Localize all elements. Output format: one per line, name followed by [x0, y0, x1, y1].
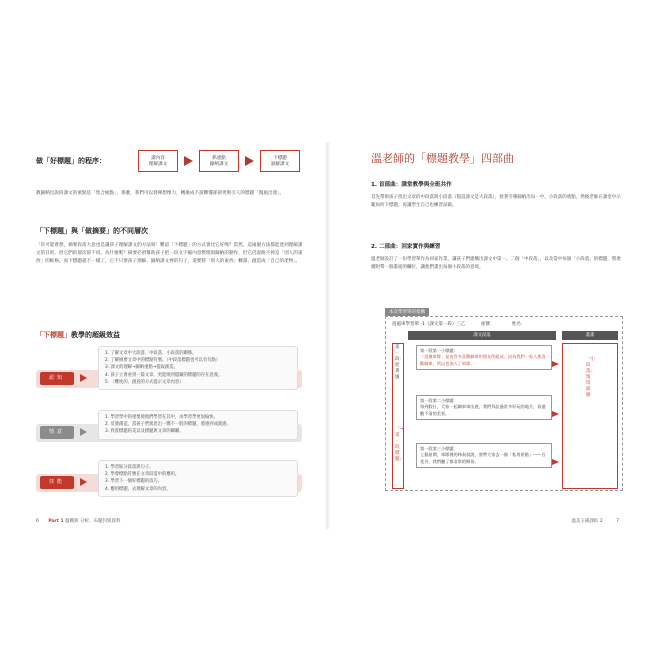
paragraph-block: 第一段第三小標題： 上個星期，車隊裡的林叔叔說，要帶大家去一個「私房景點」——百花谷，我們聽了都非常的期待。 [416, 443, 552, 468]
arrow-right-icon [80, 374, 87, 382]
worksheet-header: 逍風車學習單 -1（課文第一段）三乙 座號： 姓名： [392, 322, 526, 327]
flow-step-2: 抓重點 歸納課文 [199, 150, 239, 172]
benefit-list [98, 460, 298, 497]
list-item: 3. 課文的理解→歸納重點→提取創造。 [105, 365, 178, 371]
step2-title: 2. 二部曲：回家實作與練習 [371, 244, 441, 250]
benefit-skill [36, 460, 302, 520]
book-gutter [325, 142, 330, 529]
left-footer [36, 518, 120, 524]
benefit-list [98, 346, 298, 390]
column-header-draw: 畫畫 [562, 331, 618, 340]
list-item: 4. 應用標題，去理解文章的內容。 [105, 486, 171, 492]
intro-paragraph: 教歸納出說段課文的重點是「集合抽點」，那麼，我們可以發揮想像力，轉換成不說難懂卻卻更吸引人的標題「微風出發」。 [36, 191, 285, 196]
list-item: 1. 學習區分段落與句子。 [105, 465, 154, 470]
section2-title-highlight: 「下標題」 [36, 331, 71, 339]
arrow-right-icon [552, 411, 559, 417]
paragraph-block: 第一段第二小標題： 每到假日，大家一起騎車車出遊，我們拜訪過許多好玩的地方，看過數不清的美景。 [416, 395, 552, 420]
page-number: 6 [36, 519, 39, 524]
arrow-right-icon [245, 156, 254, 166]
section1-body: 「你可能會想，摘要段落大意也是讓孩子理解課文的方法呀！難道「下標題」的方式會比它好嗎？當然，這兩個方法都能達到理解課文的目的，但它們的層次卻不同。為什麼呢？摘要必須幫助孩子把一段文字縮內容整理與歸納的動作，但它仍說脫不掉是「別人的東西」的框格。而下標題就不一樣了，它不只要孩子理解、歸納課文裡的句子，還要將「別人的東西」轉譯、創造成「自己的產物」。 [36, 243, 303, 265]
step2-body: 溫老師設計了一份學習單作為回家作業，讓孩子們建構出課文中第一、二個「中段落」，以及當中每個「小段落」的標題，將連續附帶一個畫面的欄位，讓他們畫出每個小段落的意境。 [371, 257, 621, 270]
section1-title: 「下標題」與「做摘要」的不同層次 [36, 227, 148, 235]
arrow-right-icon [80, 478, 87, 486]
list-item: 3. 欣賞標題的美以及標題與文章的關聯。 [105, 429, 184, 435]
vertical-section-label: 第一段：迎著風 [395, 345, 404, 380]
part-text: 溫獲與 分析、布題封與資料 [65, 519, 121, 524]
worksheet-label: 本次學習單的架構 [385, 308, 429, 316]
page-number: 7 [616, 519, 619, 524]
list-item: 2. 學會標點符號在文章段落中的應用。 [105, 472, 180, 478]
list-item: 4. 孩子立會看到一篇文章，更能嗅到隱藏的標題的存在意義。 [105, 372, 223, 378]
list-item: 1. 了解文章中大段落、中段落、小段落的關係。 [105, 351, 197, 356]
step1-title: 1. 首部曲：課堂教學與全班共作 [371, 182, 452, 188]
book-title: 溫美玉備課趴 2 [571, 519, 603, 524]
arrow-right-icon [184, 156, 193, 166]
book-spread [22, 142, 633, 529]
list-item: 1. 學習學中的重要使他們學習在其中，由學習學更加愉快。 [105, 415, 218, 420]
left-page [22, 142, 322, 529]
title-procedure-flow [36, 150, 316, 174]
flow-step-3: 下標題 說解課文 [260, 150, 300, 172]
arrow-right-icon [552, 361, 559, 367]
list-item: 5. （難度的、創意的方式提示文章內容） [105, 379, 184, 385]
vertical-section-title: 「→第一段標題」 [395, 427, 404, 462]
list-item: 2. 反發創造，當孩子們異思出一鄭不一般的標題，將感到成就感。 [105, 422, 231, 428]
step1-body: 首先帶領孩子找出文章的中段落與小段落（假設課文是大段落），接著引導歸納出每一中、小段落的重點，然後老師在課堂中示範如何下標題，再讓學生自己也練習試做。 [371, 195, 621, 208]
flow-title: 做「好標題」的程序： [36, 157, 106, 165]
section2-title [36, 330, 120, 340]
right-page-title: 溫老師的「標題教學」四部曲 [371, 152, 514, 165]
right-page [333, 142, 633, 529]
right-footer [571, 518, 619, 524]
benefit-list [98, 410, 298, 440]
arrow-right-icon [80, 428, 87, 436]
arrow-right-icon [552, 459, 559, 465]
list-item: 2. 了解摘要文章中的標點符號。（中段落標題也可以有句點） [105, 358, 221, 364]
benefit-cognitive [36, 346, 302, 406]
list-item: 3. 學習下一個好標題的技巧。 [105, 479, 163, 485]
benefit-tag: 認知 [40, 372, 74, 385]
benefit-tag: 技能 [40, 476, 74, 489]
flow-step-1: 讀內容 理解課文 [138, 150, 178, 172]
paragraph-block: 第一段第一小標題： 「追風車隊」是由許多喜歡騎車的朋友所組成，因為我們一家人都喜歡騎車，所以也加入了車隊。 [416, 345, 552, 370]
benefit-tag: 情意 [40, 426, 74, 439]
section2-title-rest: 教學的超級效益 [71, 331, 120, 339]
part-label: Part 1 [48, 519, 64, 524]
worksheet [385, 316, 623, 491]
column-header-text: 課文段落 [408, 331, 556, 340]
drawing-box-label: 「小段落」情境插圖 [586, 357, 595, 398]
